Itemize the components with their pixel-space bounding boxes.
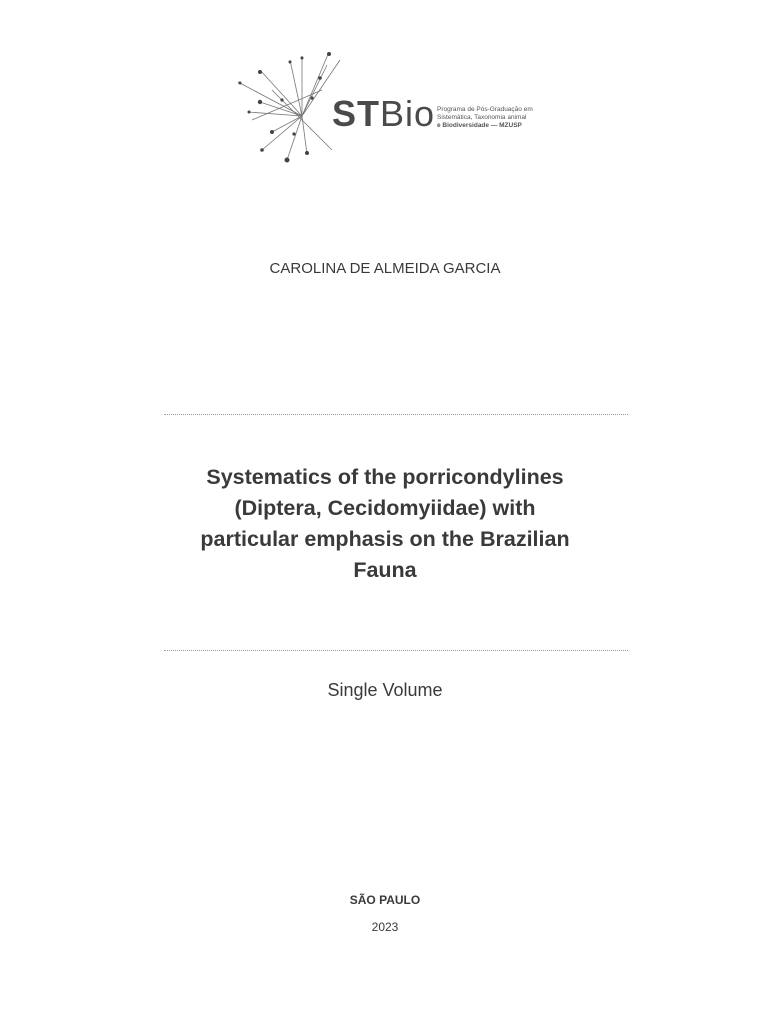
logo-tagline — [437, 106, 533, 130]
logo-tagline-line: Sistemática, Taxonomia animal — [437, 114, 527, 121]
logo-word-st: ST — [332, 93, 381, 134]
year-label: 2023 — [371, 920, 399, 934]
city-label: SÃO PAULO — [349, 893, 421, 907]
divider-top — [164, 414, 628, 415]
logo-tagline-line: Programa de Pós-Graduação em — [437, 106, 533, 113]
starburst-icon — [232, 50, 342, 168]
title-line: particular emphasis on the Brazilian — [200, 527, 570, 551]
logo-word-bio: Bio — [380, 93, 436, 134]
volume-label: Single Volume — [327, 680, 443, 700]
title-line: Fauna — [353, 558, 417, 582]
title-line: (Diptera, Cecidomyiidae) with — [234, 496, 536, 520]
logo-tagline-line: e Biodiversidade — MZUSP — [437, 122, 522, 129]
logo-wordmark — [332, 94, 435, 134]
stbio-logo — [232, 50, 542, 168]
thesis-title — [150, 462, 620, 586]
divider-bottom — [164, 650, 628, 651]
author-name: CAROLINA DE ALMEIDA GARCIA — [269, 260, 501, 277]
title-line: Systematics of the porricondylines — [206, 465, 564, 489]
